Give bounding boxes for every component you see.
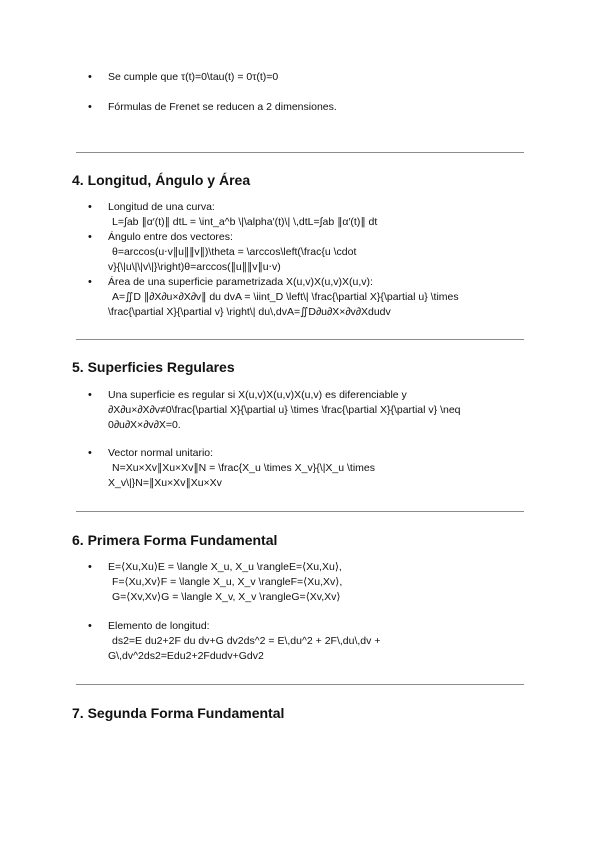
formula-text: ds2=E du2+2F du dv+G dv2ds^2 = E\,du^2 + 2F\,du\,dv + <box>112 635 381 647</box>
list-item-text: • Elemento de longitud: <box>108 620 210 632</box>
formula-text: \frac{\partial X}{\partial v} \right\| du\,dvA=∬D​∂u∂X​×∂v∂X​dudv <box>108 306 391 318</box>
section-heading: 5. Superficies Regulares <box>72 359 235 375</box>
section-divider <box>76 339 524 340</box>
list-item-text: • Fórmulas de Frenet se reducen a 2 dimensiones. <box>108 101 337 113</box>
section-6-list <box>0 560 600 605</box>
list-item <box>0 230 600 275</box>
section-6-list-2 <box>0 619 600 664</box>
section-heading: 6. Primera Forma Fundamental <box>72 532 278 548</box>
list-item-text: • Longitud de una curva: <box>108 201 215 213</box>
section-4-list <box>0 200 600 320</box>
formula-text: A=∬D ∥∂X∂u×∂X∂v∥ du dvA = \iint_D \left\| \frac{\partial X}{\partial u} \times <box>112 291 459 303</box>
list-item-text: • Una superficie es regular si X(u,v)X(u,v)X(u,v) es diferenciable y <box>108 389 407 401</box>
section-heading: 7. Segunda Forma Fundamental <box>72 705 285 721</box>
formula-text: L=∫ab ∥α′(t)∥ dtL = \int_a^b \|\alpha'(t)\| \,dtL=∫ab ∥α′(t)∥ dt <box>112 216 378 228</box>
section-heading: 4. Longitud, Ángulo y Área <box>72 172 251 188</box>
intro-list <box>0 70 600 85</box>
formula-text: N=Xu×Xv∥Xu×Xv∥N = \frac{X_u \times X_v}{\|X_u \times <box>112 462 376 474</box>
formula-text: ∂X∂u×∂X∂v≠0\frac{\partial X}{\partial u} \times \frac{\partial X}{\partial v} \neq <box>108 404 461 416</box>
formula-text: 0∂u∂X​×∂v∂X​=0. <box>108 419 181 431</box>
list-item <box>0 388 600 433</box>
list-item <box>0 560 600 605</box>
list-item <box>0 446 600 491</box>
section-5-list-2 <box>0 446 600 491</box>
formula-text: θ=arccos(u⋅v∥u∥∥v∥)\theta = \arccos\left(\frac{u \cdot <box>112 246 357 258</box>
list-item-text: • Se cumple que τ(t)=0\tau(t) = 0τ(t)=0 <box>108 71 279 83</box>
formula-text: X_v\|}N=∥Xu​×Xv​∥Xu​×Xv​ <box>108 477 222 489</box>
formula-text: v}{\|u\|\|v\|}\right)θ=arccos(∥u∥∥v∥u⋅v) <box>108 261 281 273</box>
section-divider <box>76 152 524 153</box>
formula-text: G\,dv^2ds2=Edu2+2Fdudv+Gdv2 <box>108 650 264 662</box>
list-item-text: • Ángulo entre dos vectores: <box>108 231 233 243</box>
section-5-list <box>0 388 600 433</box>
list-item <box>0 619 600 664</box>
list-item <box>0 200 600 230</box>
list-item-text: • Área de una superficie parametrizada X(u,v)X(u,v)X(u,v): <box>108 276 373 288</box>
list-item <box>0 275 600 320</box>
list-item <box>0 100 600 115</box>
formula-text: • E=⟨Xu,Xu⟩E = \langle X_u, X_u \rangleE=⟨Xu​,Xu​⟩, <box>108 561 342 573</box>
intro-list-2 <box>0 100 600 115</box>
formula-text: F=⟨Xu,Xv⟩F = \langle X_u, X_v \rangleF=⟨Xu​,Xv​⟩, <box>112 576 343 588</box>
section-divider <box>76 511 524 512</box>
section-divider <box>76 684 524 685</box>
list-item-text: • Vector normal unitario: <box>108 447 214 459</box>
formula-text: G=⟨Xv,Xv⟩G = \langle X_v, X_v \rangleG=⟨Xv​,Xv​⟩ <box>112 591 341 603</box>
list-item <box>0 70 600 85</box>
